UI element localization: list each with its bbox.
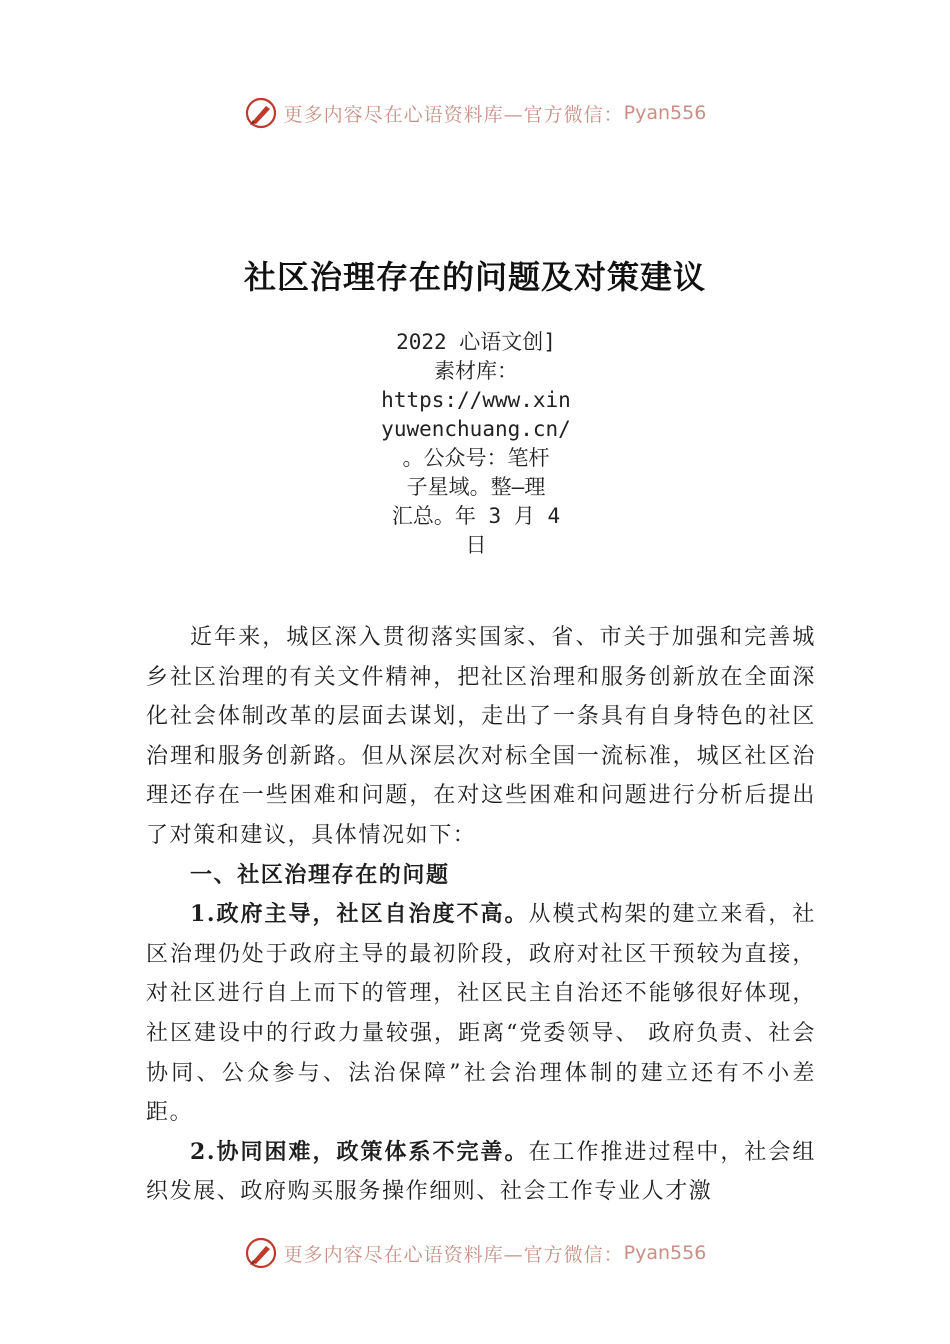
section-heading: 一、社区治理存在的问题 [190, 862, 450, 888]
meta-line: 2022 心语文创] [396, 330, 556, 354]
document-meta [374, 328, 578, 560]
item-lead: 1.政府主导，社区自治度不高。 [190, 901, 529, 928]
intro-paragraph: 近年来，城区深入贯彻落实国家、省、市关于加强和完善城乡社区治理的有关文件精神，把社区治理和服务创新放在全面深化社会体制改革的层面去谋划，走出了一条具有自身特色的社区治理和服务创新路。但从深层次对标全国一流标准，城区社区治理还存在一些困难和问题，在对这些困难和问题进行分析后提出了对策和建议，具体情况如下： [146, 625, 816, 848]
meta-line: 。公众号：笔杆 [402, 446, 550, 470]
pen-logo-icon [244, 1236, 278, 1270]
meta-line: 日 [465, 533, 487, 557]
meta-line: 子星域。整—理 [406, 475, 546, 499]
item-text: 在工作推进过程中，社会组织发展、政府购买服务操作细则、社会工作专业人才激 [146, 1139, 817, 1205]
document-title: 社区治理存在的问题及对策建议 [243, 258, 706, 296]
item-paragraph [146, 895, 816, 1133]
item-lead: 2.协同困难，政策体系不完善。 [190, 1138, 529, 1165]
header-banner-wechat-id: Pyan556 [623, 102, 707, 124]
header-banner-text: 更多内容尽在心语资料库—官方微信： [283, 103, 624, 126]
item-paragraph [146, 1133, 816, 1212]
meta-line: 汇总。年 3 月 4 [391, 504, 561, 528]
footer-banner-wechat-id: Pyan556 [623, 1242, 707, 1264]
pen-logo-icon [244, 96, 278, 130]
item-text: 从模式构架的建立来看，社区治理仍处于政府主导的最初阶段，政府对社区干预较为直接，对社区进行自上而下的管理，社区民主自治还不能够很好体现，社区建设中的行政力量较强，距离“党委领导、 政府负责、社会协同、公众参与、法治保障”社会治理体制的建立还有不小差距。 [146, 902, 817, 1126]
footer-banner-text: 更多内容尽在心语资料库—官方微信： [283, 1243, 624, 1266]
meta-line: https://www.xin [381, 388, 571, 412]
footer-watermark [0, 1236, 950, 1270]
meta-line: yuwenchuang.cn/ [381, 417, 571, 441]
document-body [146, 618, 816, 1212]
header-watermark [0, 96, 950, 130]
meta-line: 素材库： [434, 359, 518, 383]
